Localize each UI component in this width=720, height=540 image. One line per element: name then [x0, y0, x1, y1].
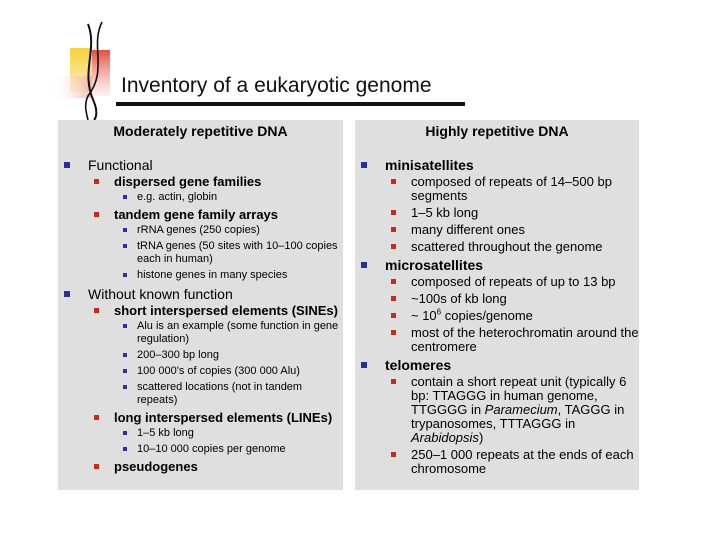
- list-item: 1–5 kb long: [111, 427, 343, 440]
- repeat-text: , TAGGG in trypanosomes, TTTAGGG in: [411, 402, 625, 431]
- list-item: rRNA genes (250 copies): [111, 224, 343, 237]
- list-item: 250–1 000 repeats at the ends of each chromosome: [383, 448, 639, 476]
- list-item: 1–5 kb long: [383, 206, 639, 220]
- list-item: [86, 411, 343, 456]
- list-item: composed of repeats of 14–500 bp segments: [383, 175, 639, 203]
- list-item: [383, 309, 639, 323]
- list-item: Alu is an example (some function in gene regulation): [111, 320, 343, 346]
- moderately-repetitive-panel: [58, 120, 343, 490]
- slide-title: Inventory of a eukaryotic genome: [121, 74, 432, 97]
- item-label: minisatellites: [385, 157, 474, 173]
- copies-exponent: 6: [436, 307, 442, 317]
- list-item: scattered throughout the genome: [383, 240, 639, 254]
- copies-text: copies/genome: [441, 308, 533, 323]
- highly-repetitive-panel: [355, 120, 639, 490]
- item-label: dispersed gene families: [114, 174, 262, 189]
- bullet-list: [58, 157, 343, 478]
- list-item: [86, 175, 343, 204]
- repeat-text: ): [478, 430, 484, 445]
- title-underline: [116, 102, 465, 106]
- item-label: long interspersed elements (LINEs): [114, 410, 333, 425]
- item-label: Without known function: [88, 286, 233, 302]
- list-item: [355, 357, 639, 476]
- list-item: 200–300 bp long: [111, 349, 343, 362]
- list-item: 100 000's of copies (300 000 Alu): [111, 365, 343, 378]
- species-name: Paramecium: [484, 402, 558, 417]
- item-label: telomeres: [385, 357, 452, 373]
- list-item: [86, 208, 343, 282]
- item-label: tandem gene family arrays: [114, 207, 279, 222]
- list-item: 10–10 000 copies per genome: [111, 443, 343, 456]
- panel-heading: Moderately repetitive DNA: [113, 123, 288, 139]
- list-item: tRNA genes (50 sites with 10–100 copies each in human): [111, 240, 343, 266]
- list-item: [383, 375, 639, 445]
- list-item: [58, 157, 343, 282]
- list-item: [58, 286, 343, 474]
- list-item: [355, 157, 639, 254]
- list-item: [86, 304, 343, 407]
- species-name: Arabidopsis: [411, 430, 479, 445]
- list-item: histone genes in many species: [111, 269, 343, 282]
- item-label: short interspersed elements (SINEs): [114, 303, 338, 318]
- list-item: most of the heterochromatin around the centromere: [383, 326, 639, 354]
- panel-heading: Highly repetitive DNA: [425, 123, 569, 139]
- copies-text: ~ 10: [411, 308, 437, 323]
- list-item: [355, 257, 639, 354]
- list-item: ~100s of kb long: [383, 292, 639, 306]
- repeat-text: contain a short repeat unit (typically 6 bp: TTAGGG in human genome, TTGGGG in: [411, 374, 627, 417]
- list-item: pseudogenes: [86, 460, 343, 474]
- item-label: Functional: [88, 157, 153, 173]
- list-item: scattered locations (not in tandem repeats): [111, 381, 343, 407]
- list-item: many different ones: [383, 223, 639, 237]
- list-item: e.g. actin, globin: [111, 191, 343, 204]
- bullet-list: [355, 157, 639, 479]
- item-label: microsatellites: [385, 257, 484, 273]
- list-item: composed of repeats of up to 13 bp: [383, 275, 639, 289]
